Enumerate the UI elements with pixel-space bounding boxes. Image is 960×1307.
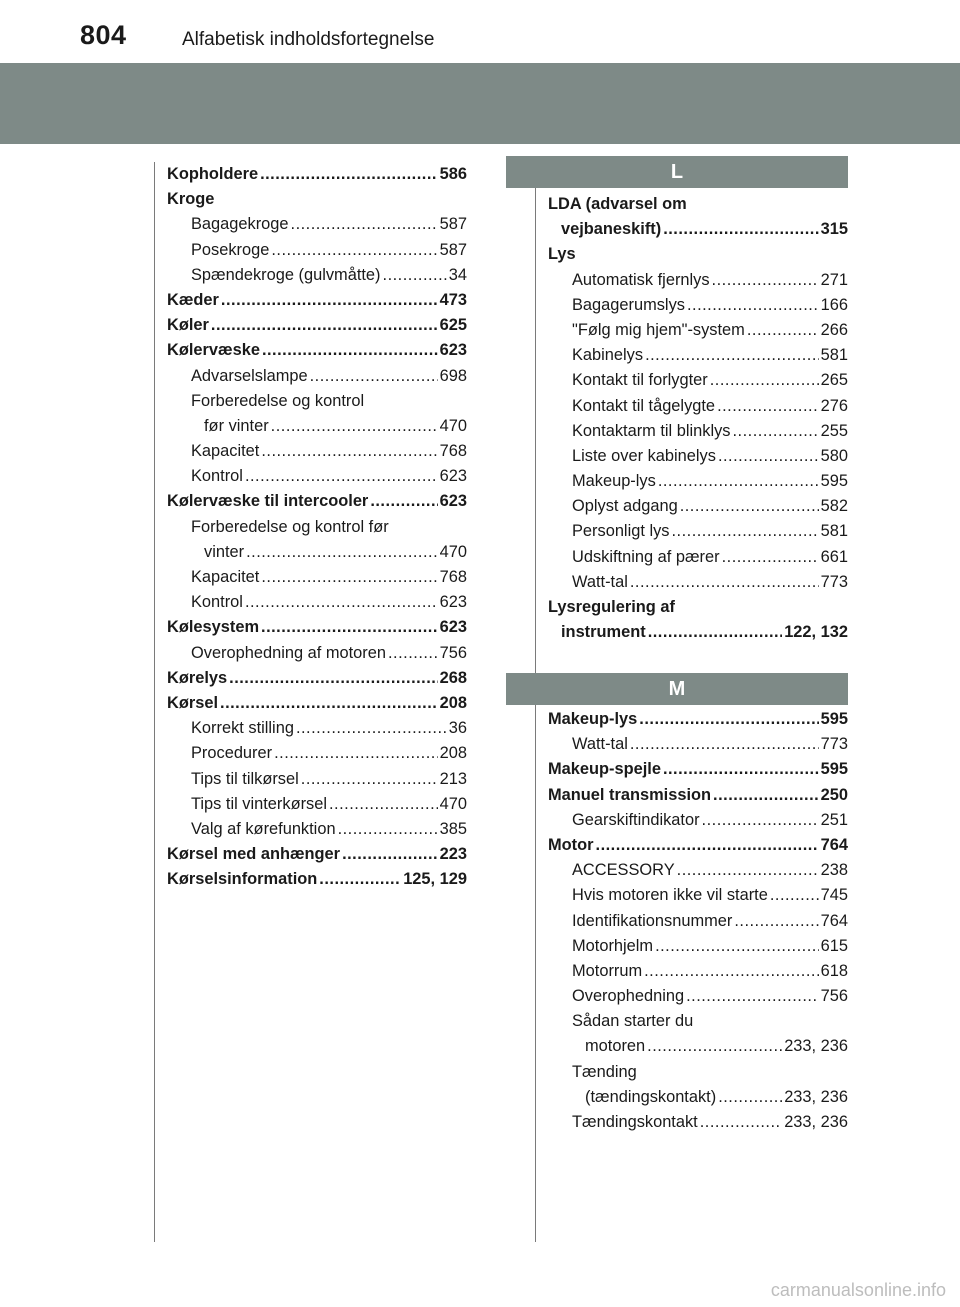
dot-leader bbox=[677, 858, 819, 883]
dot-leader bbox=[671, 519, 818, 544]
page-reference: 580 bbox=[820, 446, 848, 465]
index-term: Hvis motoren ikke vil starte bbox=[572, 886, 768, 905]
page-reference: 756 bbox=[820, 987, 848, 1006]
page-reference: 595 bbox=[820, 472, 848, 491]
dot-leader bbox=[383, 263, 447, 288]
index-term: Kæder bbox=[167, 290, 219, 309]
page-reference: 276 bbox=[820, 396, 848, 415]
dot-leader bbox=[245, 464, 438, 489]
index-term: Kapacitet bbox=[191, 568, 260, 586]
index-term: Automatisk fjernlys bbox=[572, 270, 710, 289]
dot-leader bbox=[717, 394, 819, 419]
index-entry bbox=[548, 419, 848, 444]
index-term: Tænding bbox=[572, 1062, 637, 1081]
dot-leader bbox=[338, 817, 438, 842]
index-entry bbox=[548, 1085, 848, 1110]
index-entry bbox=[548, 519, 848, 544]
page-reference: 268 bbox=[439, 668, 467, 687]
page-reference: 595 bbox=[820, 710, 848, 728]
index-term: Kørsel med anhænger bbox=[167, 845, 341, 864]
page-number: 804 bbox=[80, 20, 127, 50]
index-term: Kørselsinformation bbox=[167, 870, 318, 889]
page-reference: 208 bbox=[439, 693, 467, 712]
index-entry bbox=[548, 833, 848, 858]
page-reference: 773 bbox=[820, 572, 848, 591]
dot-leader bbox=[221, 288, 438, 313]
index-term: Kapacitet bbox=[191, 442, 260, 461]
page-reference: 473 bbox=[439, 290, 467, 309]
index-term: vinter bbox=[204, 542, 245, 561]
page-reference: 233, 236 bbox=[784, 1037, 848, 1056]
watermark: carmanualsonline.info bbox=[770, 1280, 946, 1300]
index-term: Kørsel bbox=[167, 693, 219, 712]
dot-leader bbox=[648, 620, 782, 645]
index-term: Korrekt stilling bbox=[191, 719, 294, 738]
index-term: Liste over kabinelys bbox=[572, 446, 716, 465]
index-entry bbox=[167, 741, 467, 766]
index-entry bbox=[548, 192, 848, 217]
page-reference: 581 bbox=[820, 522, 848, 541]
index-term: før vinter bbox=[204, 416, 269, 435]
index-entry bbox=[548, 783, 848, 808]
index-entry bbox=[548, 368, 848, 393]
index-entry bbox=[167, 767, 467, 792]
index-entry bbox=[167, 364, 467, 389]
page-reference: 223 bbox=[439, 845, 467, 864]
index-term: instrument bbox=[561, 623, 646, 642]
dot-leader bbox=[262, 338, 438, 363]
page-reference: 768 bbox=[439, 442, 467, 461]
page-reference: 764 bbox=[820, 835, 848, 854]
index-entry bbox=[548, 959, 848, 984]
dot-leader bbox=[301, 767, 438, 792]
index-term: Kontrol bbox=[191, 467, 243, 486]
dot-leader bbox=[718, 444, 819, 469]
dot-leader bbox=[722, 545, 819, 570]
page-reference: 615 bbox=[820, 936, 848, 955]
section-letter-l: L bbox=[506, 156, 848, 188]
page-reference: 233, 236 bbox=[784, 1087, 848, 1106]
index-term: Motorhjelm bbox=[572, 936, 654, 955]
page-reference: 255 bbox=[820, 421, 848, 440]
index-entry bbox=[548, 934, 848, 959]
dot-leader bbox=[680, 494, 819, 519]
index-term: Watt-tal bbox=[572, 572, 628, 591]
index-term: Makeup-spejle bbox=[548, 760, 661, 779]
column-divider-middle bbox=[535, 188, 536, 1242]
index-term: Tændingskontakt bbox=[572, 1113, 698, 1131]
dot-leader bbox=[211, 313, 438, 338]
page-header bbox=[0, 0, 960, 60]
index-entry bbox=[167, 338, 467, 363]
index-entry bbox=[167, 288, 467, 313]
page-reference: 745 bbox=[820, 886, 848, 905]
index-term: Køler bbox=[167, 316, 209, 335]
index-entry bbox=[548, 1009, 848, 1034]
index-entry bbox=[167, 162, 467, 187]
page-reference: 623 bbox=[439, 467, 467, 486]
dot-leader bbox=[271, 238, 437, 263]
index-term: Kabinelys bbox=[572, 346, 644, 365]
index-entry bbox=[167, 615, 467, 640]
page-reference: 251 bbox=[820, 810, 848, 829]
dot-leader bbox=[296, 716, 447, 741]
dot-leader bbox=[734, 909, 818, 934]
index-term: Kølesystem bbox=[167, 618, 260, 637]
index-entry bbox=[548, 732, 848, 757]
index-entry bbox=[548, 909, 848, 934]
page-reference: 623 bbox=[439, 618, 467, 637]
index-term: Bagagerumslys bbox=[572, 295, 685, 314]
index-term: Gearskiftindikator bbox=[572, 810, 700, 829]
index-term: Tips til vinterkørsel bbox=[191, 794, 327, 813]
index-entry bbox=[167, 313, 467, 338]
index-term: Manuel transmission bbox=[548, 785, 712, 804]
dot-leader bbox=[291, 212, 438, 237]
index-entry bbox=[548, 217, 848, 242]
index-entry bbox=[167, 238, 467, 263]
index-entry bbox=[167, 565, 467, 590]
index-entry bbox=[167, 464, 467, 489]
dot-leader bbox=[630, 732, 819, 757]
index-entry bbox=[167, 263, 467, 288]
index-entry bbox=[167, 842, 467, 867]
page-reference: 581 bbox=[820, 346, 848, 365]
dot-leader bbox=[261, 565, 437, 590]
index-term: Oplyst adgang bbox=[572, 497, 678, 516]
dot-leader bbox=[260, 162, 438, 187]
index-entry bbox=[548, 242, 848, 267]
index-term: Kontrol bbox=[191, 593, 243, 612]
index-entry bbox=[167, 439, 467, 464]
page-reference: 266 bbox=[820, 320, 848, 339]
index-term: Tips til tilkørsel bbox=[191, 769, 299, 788]
index-entry bbox=[167, 641, 467, 666]
dot-leader bbox=[370, 489, 437, 514]
dot-leader bbox=[733, 419, 819, 444]
dot-leader bbox=[702, 808, 819, 833]
index-term: motoren bbox=[585, 1037, 646, 1056]
index-entry bbox=[548, 1060, 848, 1085]
dot-leader bbox=[644, 959, 819, 984]
index-term: Procedurer bbox=[191, 744, 273, 763]
index-term: Lysregulering af bbox=[548, 598, 675, 616]
dot-leader bbox=[596, 833, 819, 858]
dot-leader bbox=[630, 570, 819, 595]
index-entry bbox=[548, 984, 848, 1009]
dot-leader bbox=[718, 1085, 782, 1110]
page-reference: 773 bbox=[820, 735, 848, 754]
index-entry bbox=[167, 489, 467, 514]
dot-leader bbox=[687, 293, 819, 318]
index-entry bbox=[548, 1110, 848, 1135]
index-term: Kølervæske bbox=[167, 341, 260, 360]
page-reference: 208 bbox=[439, 744, 467, 763]
page-reference: 582 bbox=[820, 497, 848, 516]
index-entry bbox=[167, 590, 467, 615]
page-reference: 618 bbox=[820, 961, 848, 980]
index-entry bbox=[548, 469, 848, 494]
dot-leader bbox=[319, 867, 401, 892]
page-reference: 698 bbox=[439, 366, 467, 385]
index-entry bbox=[548, 343, 848, 368]
dot-leader bbox=[710, 368, 819, 393]
index-entry bbox=[167, 515, 467, 540]
index-term: Watt-tal bbox=[572, 735, 628, 754]
page-reference: 213 bbox=[439, 769, 467, 788]
index-entry bbox=[167, 187, 467, 212]
page-reference: 586 bbox=[439, 165, 467, 183]
index-term: Kølervæske til intercooler bbox=[167, 492, 369, 511]
page-reference: 661 bbox=[820, 547, 848, 566]
dot-leader bbox=[770, 883, 819, 908]
page-reference: 764 bbox=[820, 911, 848, 930]
dot-leader bbox=[229, 666, 438, 691]
index-entry bbox=[167, 389, 467, 414]
dot-leader bbox=[645, 343, 819, 368]
index-entry bbox=[548, 595, 848, 620]
index-term: Valg af kørefunktion bbox=[191, 819, 336, 838]
page-reference: 238 bbox=[820, 861, 848, 880]
index-entry bbox=[167, 540, 467, 565]
index-entry bbox=[167, 666, 467, 691]
index-term: Overophedning bbox=[572, 987, 685, 1006]
index-entry bbox=[167, 867, 467, 892]
dot-leader bbox=[246, 540, 438, 565]
index-entry bbox=[167, 792, 467, 817]
index-term: Posekroge bbox=[191, 240, 270, 259]
index-term: Kontakt til tågelygte bbox=[572, 396, 716, 415]
index-entry bbox=[548, 444, 848, 469]
index-term: Personligt lys bbox=[572, 522, 670, 541]
index-term: Advarselslampe bbox=[191, 366, 308, 385]
index-entry bbox=[167, 817, 467, 842]
page-reference: 265 bbox=[820, 371, 848, 390]
index-term: Kontaktarm til blinklys bbox=[572, 421, 731, 440]
page-reference: 315 bbox=[820, 220, 848, 239]
page-reference: 587 bbox=[439, 215, 467, 234]
index-term: Motor bbox=[548, 835, 594, 854]
index-entry bbox=[548, 1034, 848, 1059]
page-reference: 623 bbox=[439, 341, 467, 360]
page-reference: 36 bbox=[448, 719, 467, 738]
index-term: Makeup-lys bbox=[572, 472, 656, 491]
dot-leader bbox=[658, 469, 819, 494]
page-reference: 166 bbox=[820, 295, 848, 314]
index-term: LDA (advarsel om bbox=[548, 195, 687, 213]
index-entry bbox=[548, 293, 848, 318]
index-term: Makeup-lys bbox=[548, 710, 638, 728]
page-reference: 122, 132 bbox=[784, 623, 848, 642]
index-term: (tændingskontakt) bbox=[585, 1087, 717, 1106]
index-term: "Følg mig hjem"-system bbox=[572, 320, 745, 339]
index-term: Udskiftning af pærer bbox=[572, 547, 720, 566]
index-term: Bagagekroge bbox=[191, 215, 289, 234]
page-reference: 125, 129 bbox=[403, 870, 467, 889]
index-section-m bbox=[548, 707, 848, 1135]
dot-leader bbox=[274, 741, 438, 766]
dot-leader bbox=[712, 268, 819, 293]
index-entry bbox=[548, 883, 848, 908]
page-reference: 756 bbox=[439, 643, 467, 662]
page-reference: 595 bbox=[820, 760, 848, 779]
dot-leader bbox=[388, 641, 438, 666]
page-reference: 271 bbox=[820, 270, 848, 289]
page-reference: 625 bbox=[439, 316, 467, 335]
page-reference: 587 bbox=[439, 240, 467, 259]
index-term: Identifikationsnummer bbox=[572, 911, 733, 930]
index-entry bbox=[167, 414, 467, 439]
page-reference: 470 bbox=[439, 416, 467, 435]
index-entry bbox=[548, 620, 848, 645]
index-entry bbox=[548, 808, 848, 833]
column-divider-left bbox=[154, 162, 155, 1242]
page-reference: 623 bbox=[439, 593, 467, 612]
dot-leader bbox=[639, 707, 818, 732]
dot-leader bbox=[686, 984, 819, 1009]
index-entry bbox=[548, 858, 848, 883]
index-entry bbox=[548, 570, 848, 595]
dot-leader bbox=[310, 364, 438, 389]
index-term: Sådan starter du bbox=[572, 1012, 694, 1031]
dot-leader bbox=[700, 1110, 782, 1135]
page-reference: 768 bbox=[439, 568, 467, 586]
dot-leader bbox=[342, 842, 438, 867]
page-reference: 250 bbox=[820, 785, 848, 804]
dot-leader bbox=[713, 783, 819, 808]
dot-leader bbox=[329, 792, 438, 817]
index-term: Kontakt til forlygter bbox=[572, 371, 708, 390]
index-entry bbox=[548, 494, 848, 519]
header-band bbox=[0, 63, 960, 144]
page-reference: 34 bbox=[448, 265, 467, 284]
dot-leader bbox=[261, 615, 438, 640]
dot-leader bbox=[663, 757, 819, 782]
page-reference: 623 bbox=[439, 492, 467, 511]
index-term: Spændekroge (gulvmåtte) bbox=[191, 265, 381, 284]
index-term: Overophedning af motoren bbox=[191, 643, 386, 662]
dot-leader bbox=[271, 414, 438, 439]
index-column-left bbox=[167, 162, 467, 892]
section-letter-m: M bbox=[506, 673, 848, 705]
index-entry bbox=[548, 707, 848, 732]
dot-leader bbox=[261, 439, 437, 464]
index-entry bbox=[167, 212, 467, 237]
index-term: Forberedelse og kontrol før bbox=[191, 517, 389, 536]
index-term: Kroge bbox=[167, 190, 215, 209]
dot-leader bbox=[655, 934, 819, 959]
index-entry bbox=[548, 268, 848, 293]
page-reference: 470 bbox=[439, 794, 467, 813]
index-term: vejbaneskift) bbox=[561, 220, 662, 239]
index-entry bbox=[167, 691, 467, 716]
index-entry bbox=[548, 394, 848, 419]
index-entry bbox=[167, 716, 467, 741]
index-entry bbox=[548, 318, 848, 343]
dot-leader bbox=[245, 590, 438, 615]
page-reference: 470 bbox=[439, 542, 467, 561]
index-term: Lys bbox=[548, 245, 576, 264]
index-term: Kopholdere bbox=[167, 165, 259, 183]
index-term: Forberedelse og kontrol bbox=[191, 391, 365, 410]
page-reference: 385 bbox=[439, 819, 467, 838]
dot-leader bbox=[663, 217, 818, 242]
index-section-l bbox=[548, 192, 848, 645]
page-title: Alfabetisk indholdsfortegnelse bbox=[182, 29, 435, 50]
dot-leader bbox=[747, 318, 819, 343]
dot-leader bbox=[647, 1034, 782, 1059]
index-entry bbox=[548, 757, 848, 782]
index-term: Motorrum bbox=[572, 961, 643, 980]
page-reference: 233, 236 bbox=[784, 1113, 848, 1131]
index-term: Kørelys bbox=[167, 668, 228, 687]
dot-leader bbox=[220, 691, 438, 716]
index-entry bbox=[548, 545, 848, 570]
index-term: ACCESSORY bbox=[572, 861, 675, 880]
